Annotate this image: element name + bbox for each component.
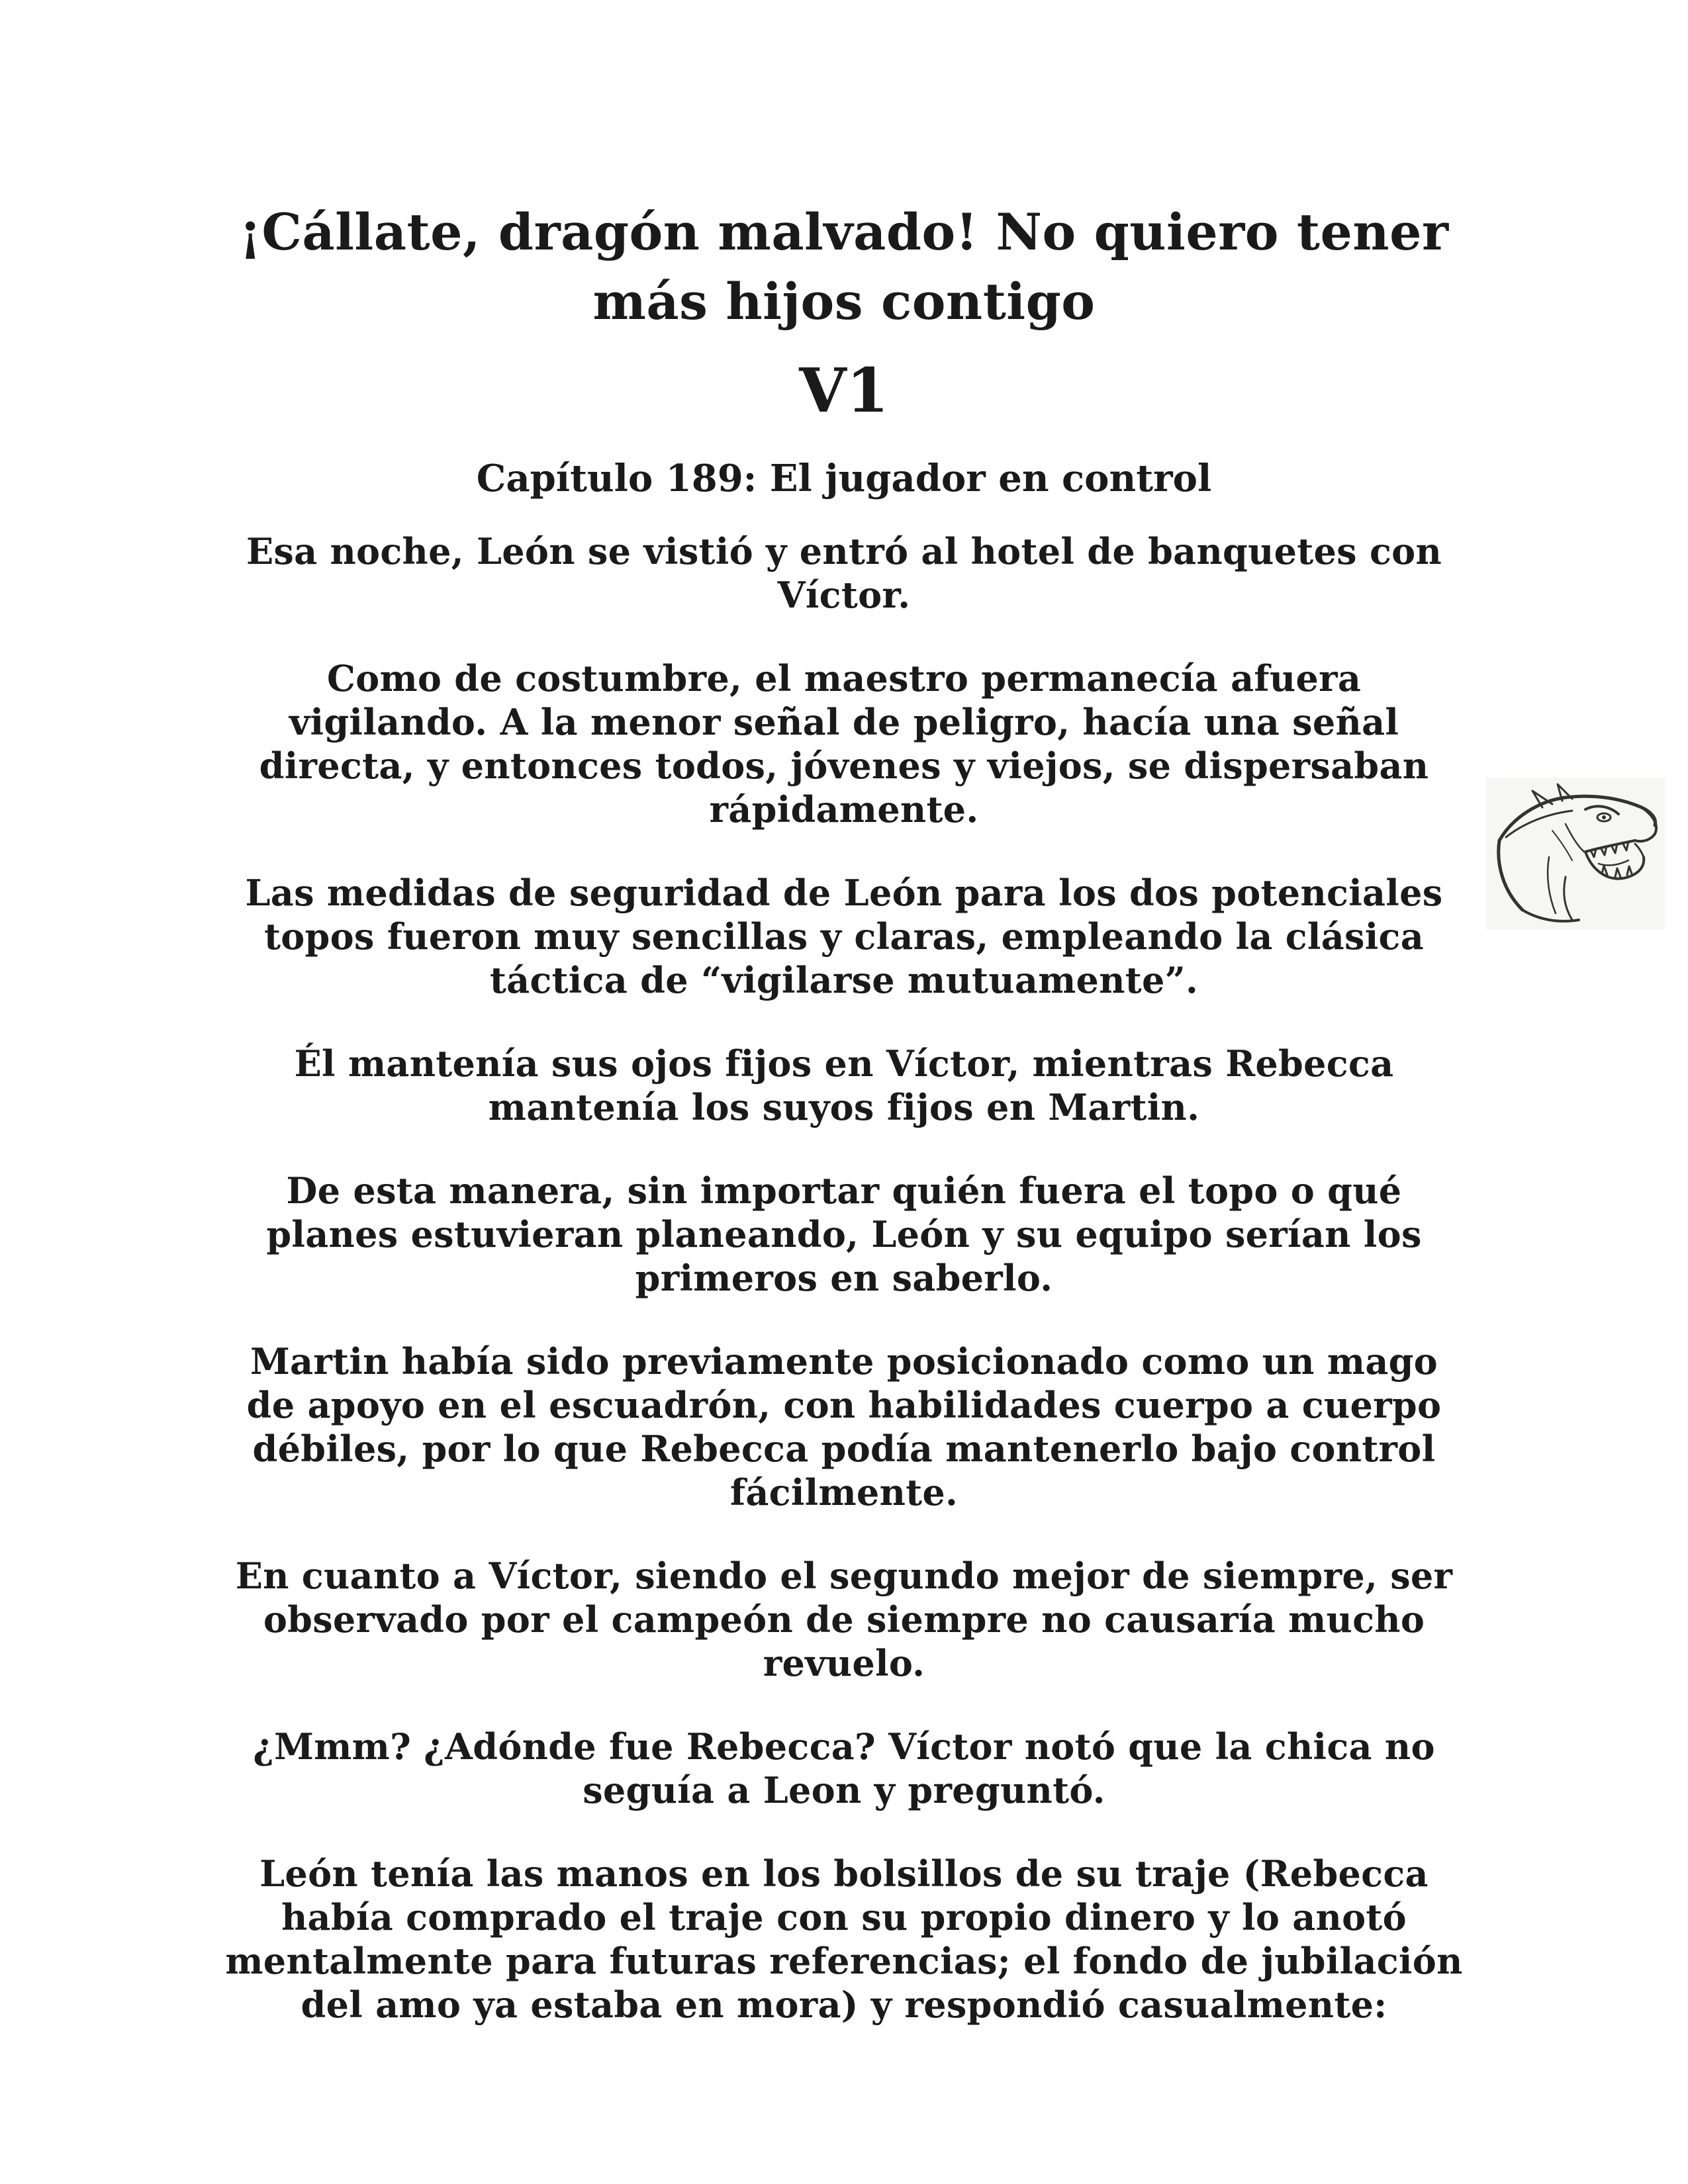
paragraph: Las medidas de seguridad de León para los dos potenciales topos fueron muy sencillas y claras, empleando la clásica táctica de “vigilarse mutuamente”. — [245, 872, 1443, 1001]
paragraph: De esta manera, sin importar quién fuera el topo o qué planes estuvieran planeando, León y su equipo serían los primeros en saberlo. — [266, 1169, 1422, 1299]
chapter-heading: Capítulo 189: El jugador en control — [476, 457, 1212, 500]
chapter-body — [225, 529, 1463, 2066]
paragraph: Martin había sido previamente posicionado como un mago de apoyo en el escuadrón, con habilidades cuerpo a cuerpo débiles, por lo que Rebecca podía mantenerlo bajo control fácilmente. — [246, 1340, 1442, 1514]
document-title: ¡Cállate, dragón malvado! No quiero tener más hijos contigo — [239, 203, 1449, 331]
paragraph: ¿Mmm? ¿Adónde fue Rebecca? Víctor notó que la chica no seguía a Leon y preguntó. — [253, 1725, 1435, 1811]
paragraph: En cuanto a Víctor, siendo el segundo mejor de siempre, ser observado por el campeón de siempre no causaría mucho revuelo. — [235, 1555, 1453, 1684]
paragraph: Esa noche, León se vistió y entró al hotel de banquetes con Víctor. — [246, 530, 1442, 616]
paragraph: León tenía las manos en los bolsillos de su traje (Rebecca había comprado el traje con su propio dinero y lo anotó mentalmente para futuras referencias; el fondo de jubilación del amo ya estaba en mora) y respondió casualmente: — [225, 1852, 1463, 2026]
volume-label: V1 — [799, 355, 889, 426]
paragraph: Como de costumbre, el maestro permanecía afuera vigilando. A la menor señal de peligro, hacía una señal directa, y entonces todos, jóvenes y viejos, se dispersaban rápidamente. — [259, 657, 1429, 831]
dragon-head-sketch-icon — [1486, 778, 1665, 930]
paragraph: Él mantenía sus ojos fijos en Víctor, mientras Rebecca mantenía los suyos fijos en Martin. — [294, 1042, 1394, 1128]
